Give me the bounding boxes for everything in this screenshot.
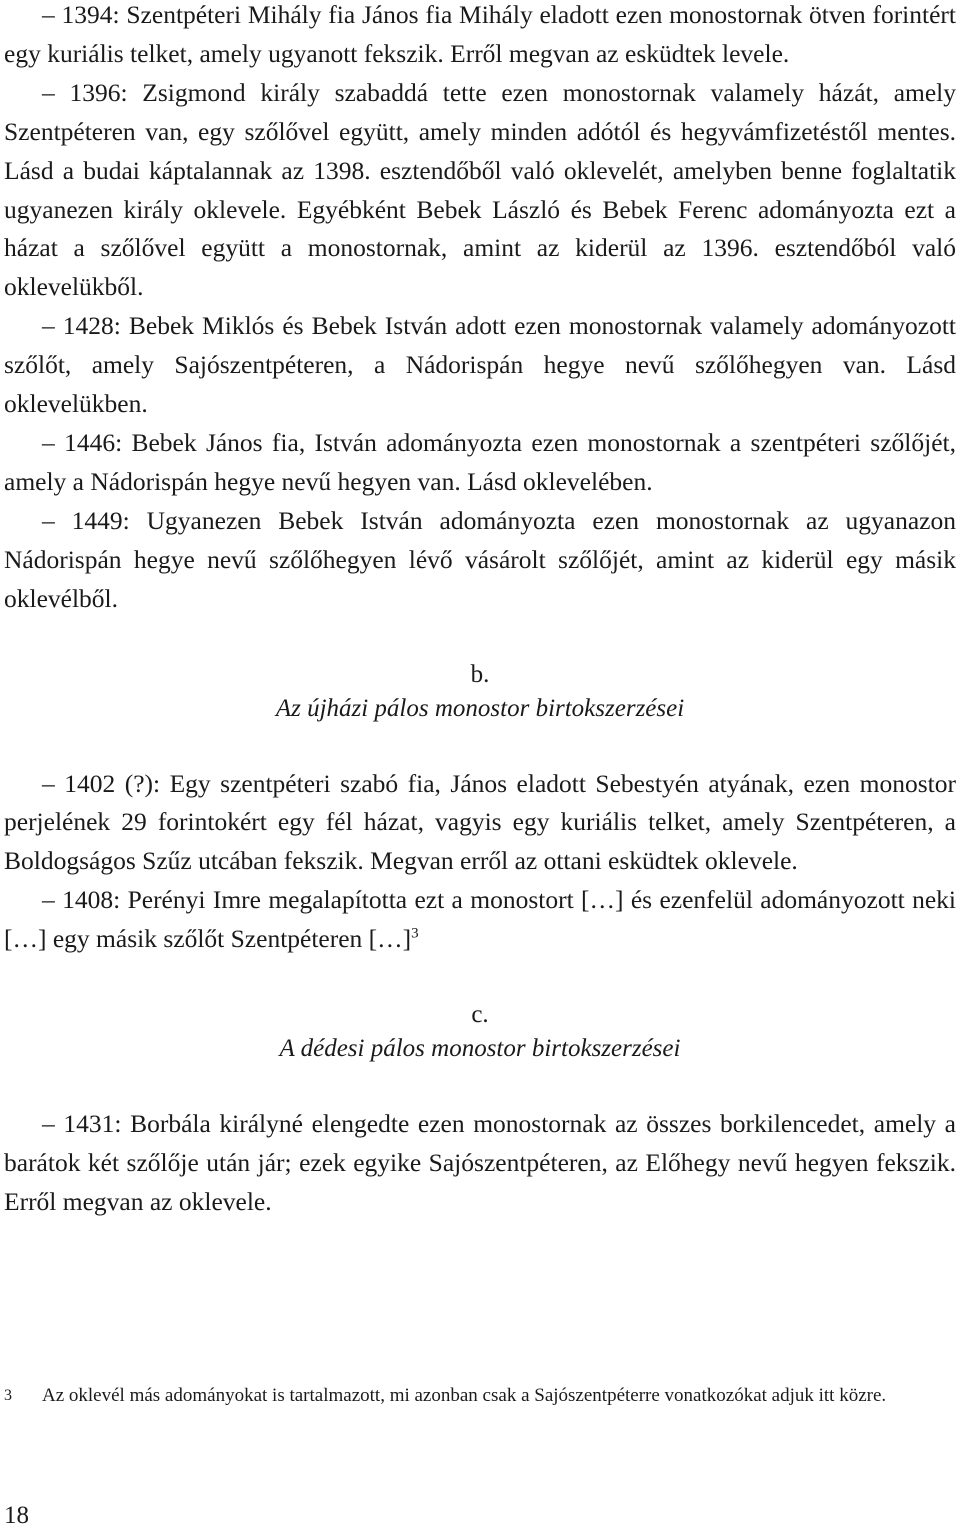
spacer — [4, 619, 956, 659]
page-number: 18 — [4, 1502, 29, 1529]
footnote — [4, 1378, 956, 1414]
spacer — [4, 959, 956, 999]
section-c-letter: c. — [471, 1001, 489, 1029]
paragraph-1394: – 1394: Szentpéteri Mihály fia János fia Mihály eladott ezen monostornak ötven forintért egy kuriális telket, amely ugyanott fekszik. Erről megvan az esküdtek levele. — [4, 0, 956, 68]
section-b-title: Az újházi pálos monostor birtokszerzései — [275, 694, 685, 722]
footnote-mark: 3 — [4, 1387, 12, 1404]
section-c-title: A dédesi pálos monostor birtokszerzései — [279, 1035, 681, 1063]
paragraph-1408-text: – 1408: Perényi Imre megalapította ezt a monostort […] és ezenfelül adományozott neki […] egy másik szőlőt Szentpéteren […] — [4, 885, 956, 954]
paragraph-1449: – 1449: Ugyanezen Bebek István adományozta ezen monostornak az ugyanazon Nádorispán hegye nevű szőlőhegyen lévő vásárolt szőlőjét, amint az kiderül egy másik oklevélből. — [4, 505, 956, 613]
footnote-text: Az oklevél más adományokat is tartalmazott, mi azonban csak a Sajószentpéterre vonatkozókat adjuk itt közre. — [42, 1385, 887, 1406]
paragraph-1402: – 1402 (?): Egy szentpéteri szabó fia, János eladott Sebestyén atyának, ezen monostor perjelének 29 forintokért egy fél házat, vagyis egy kuriális telket, amely Szentpéteren, a Boldogságos Szűz utcában fekszik. Megvan erről az ottani esküdtek oklevele. — [4, 768, 956, 876]
spacer — [4, 1067, 956, 1105]
paragraph-1428: – 1428: Bebek Miklós és Bebek István adott ezen monostornak valamely adományozott szőlőt, amely Sajószentpéteren, a Nádorispán hegye nevű szőlőhegyen van. Lásd oklevelükben. — [4, 311, 956, 419]
paragraph-1396: – 1396: Zsigmond király szabaddá tette ezen monostornak valamely házát, amely Szentpéteren van, egy szőlővel együtt, amely minden adótól és hegyvámfizetéstől mentes. Lásd a budai káptalannak az 1398. esztendőből való oklevelét, amelyben benne foglaltatik ugyanezen király oklevele. Egyébként Bebek László és Bebek Ferenc adományozta ezt a házat a szőlővel együtt a monostornak, amint az kiderül az 1396. esztendőból való oklevelükből. — [4, 77, 956, 302]
paragraph-1431: – 1431: Borbála királyné elengedte ezen monostornak az összes borkilencedet, amely a barátok két szőlője után jár; ezek egyike Sajószentpéteren, az Előhegy nevű hegyen fekszik. Erről megvan az oklevele. — [4, 1109, 956, 1216]
footnote-ref[interactable]: 3 — [411, 925, 419, 942]
section-b-letter: b. — [470, 660, 490, 688]
page-body — [4, 0, 956, 1222]
spacer — [4, 727, 956, 765]
paragraph-1446: – 1446: Bebek János fia, István adományozta ezen monostornak a szentpéteri szőlőjét, amely a Nádorispán hegye nevű hegyen van. Lásd oklevelében. — [4, 427, 956, 496]
paragraph-1408 — [4, 881, 956, 959]
